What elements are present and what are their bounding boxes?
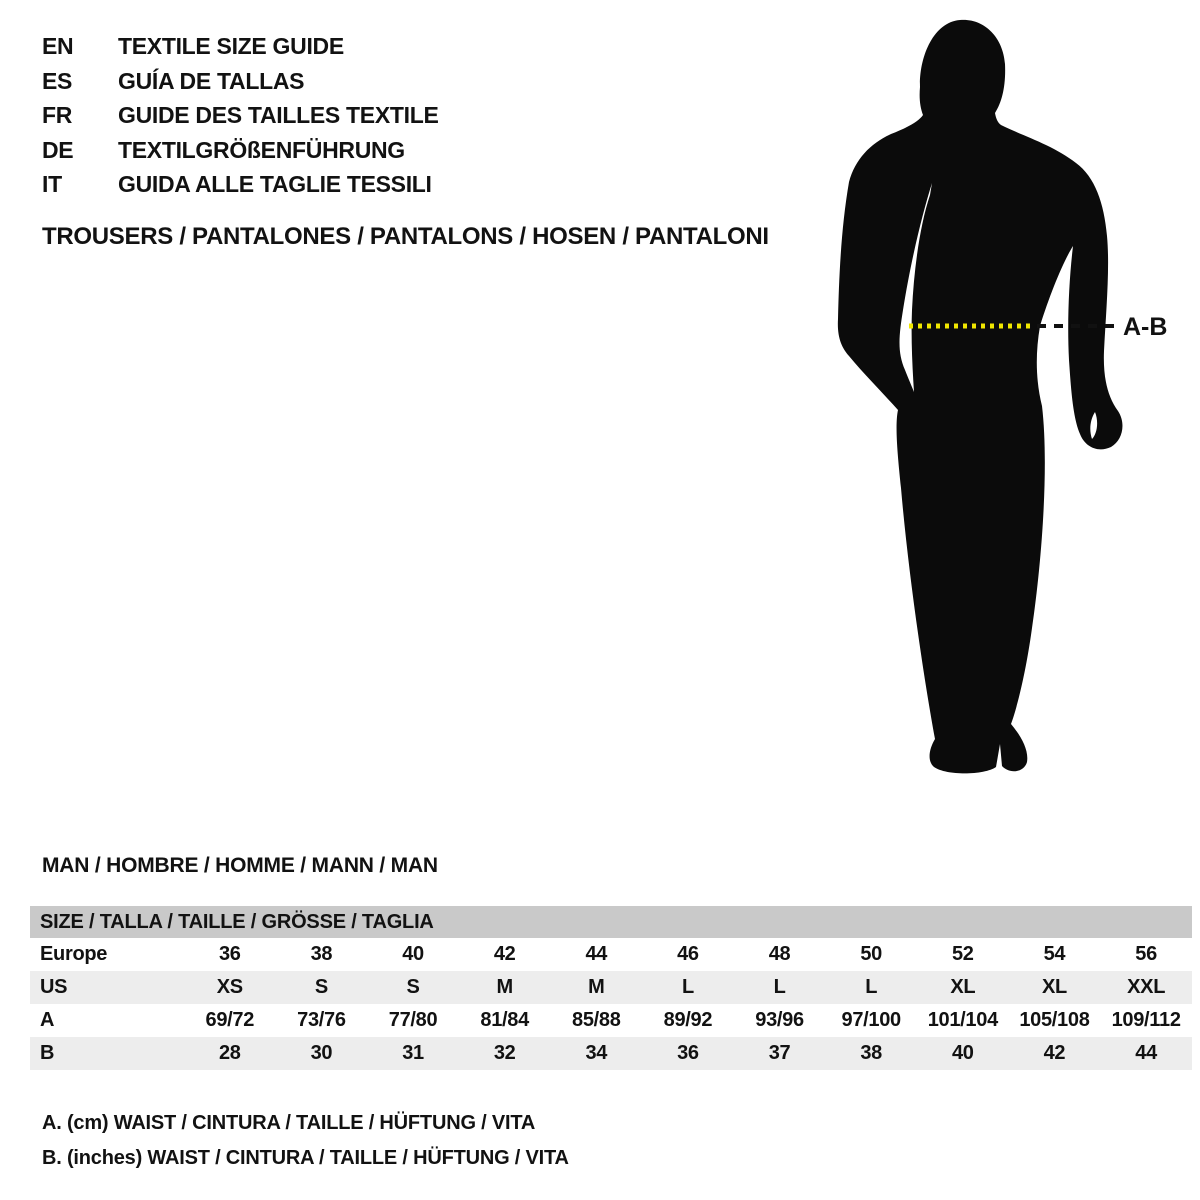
table-cell: 42 [1043,1042,1066,1064]
table-row-europe [30,938,1192,971]
table-cell: S [314,976,328,998]
table-cell: XL [950,976,976,998]
table-cell: 69/72 [205,1009,255,1031]
language-row [42,68,439,103]
table-cell: L [865,976,878,998]
table-cell: 93/96 [755,1009,804,1031]
table-cell: 32 [493,1042,516,1064]
footnotes [42,1106,569,1176]
table-cell: 30 [310,1042,333,1064]
table-cell: 105/108 [1019,1009,1090,1031]
table-cell: 85/88 [572,1009,621,1031]
language-code: EN [42,33,74,59]
language-code: IT [42,171,62,197]
table-cell: 89/92 [663,1009,713,1031]
language-code: FR [42,102,73,128]
table-cell: 46 [677,943,699,965]
language-title: TEXTILE SIZE GUIDE [118,33,344,59]
footnote-b: B. (inches) WAIST / CINTURA / TAILLE / HÜFTUNG / VITA [42,1147,569,1169]
language-title-block [42,33,439,206]
table-cell: XXL [1127,976,1166,998]
language-title: GUIDE DES TAILLES TEXTILE [118,102,439,128]
language-title: TEXTILGRÖßENFÜHRUNG [118,136,405,163]
man-silhouette-figure [835,10,1200,790]
table-cell: 77/80 [388,1009,438,1031]
row-label: A [40,1009,55,1031]
table-cell: L [773,976,786,998]
language-title: GUIDA ALLE TAGLIE TESSILI [118,171,432,197]
table-cell: 81/84 [480,1009,529,1031]
table-cell: 37 [768,1042,791,1064]
table-cell: M [496,976,513,998]
language-row [42,33,439,68]
table-cell: 38 [860,1042,883,1064]
table-cell: 31 [402,1042,424,1064]
table-cell: 109/112 [1111,1009,1181,1031]
man-silhouette [838,20,1123,774]
row-label: Europe [40,943,108,965]
table-cell: 54 [1043,943,1066,965]
footnote-a: A. (cm) WAIST / CINTURA / TAILLE / HÜFTUNG / VITA [42,1112,536,1134]
language-row [42,171,439,206]
silhouette-svg [835,10,1200,790]
language-row [42,137,439,172]
table-cell: 52 [951,943,974,965]
table-cell: 28 [218,1042,241,1064]
table-cell: 50 [860,943,883,965]
table-cell: 42 [493,943,516,965]
size-table-header: SIZE / TALLA / TAILLE / GRÖSSE / TAGLIA [30,906,1192,938]
table-cell: 34 [585,1042,608,1064]
table-cell: M [588,976,605,998]
language-code: ES [42,67,73,94]
table-cell: 48 [768,943,791,965]
table-cell: 56 [1135,943,1157,965]
table-cell: S [406,976,420,998]
table-cell: 97/100 [841,1009,901,1031]
table-cell: 38 [310,943,333,965]
row-label: US [40,976,68,998]
language-code: DE [42,136,74,163]
table-cell: 44 [585,943,608,965]
table-cell: XL [1041,976,1067,998]
table-row-b-inches [30,1037,1192,1070]
measure-label: A-B [1123,313,1168,341]
table-cell: XS [216,976,243,998]
table-cell: 40 [951,1042,974,1064]
size-table-header-row [30,906,1192,938]
table-cell: 73/76 [297,1009,346,1031]
table-cell: L [681,976,694,998]
gender-section-label: MAN / HOMBRE / HOMME / MANN / MAN [42,854,438,877]
product-type-title: TROUSERS / PANTALONES / PANTALONS / HOSEN / PANTALONI [42,223,769,250]
table-cell: 44 [1135,1042,1157,1064]
table-row-a-cm [30,1004,1192,1037]
language-title: GUÍA DE TALLAS [118,67,305,94]
language-row [42,102,439,137]
table-cell: 36 [218,943,241,965]
row-label: B [40,1042,55,1064]
table-cell: 101/104 [927,1009,998,1031]
table-cell: 36 [677,1042,699,1064]
size-table [30,906,1192,1070]
table-cell: 40 [402,943,424,965]
table-row-us [30,971,1192,1004]
